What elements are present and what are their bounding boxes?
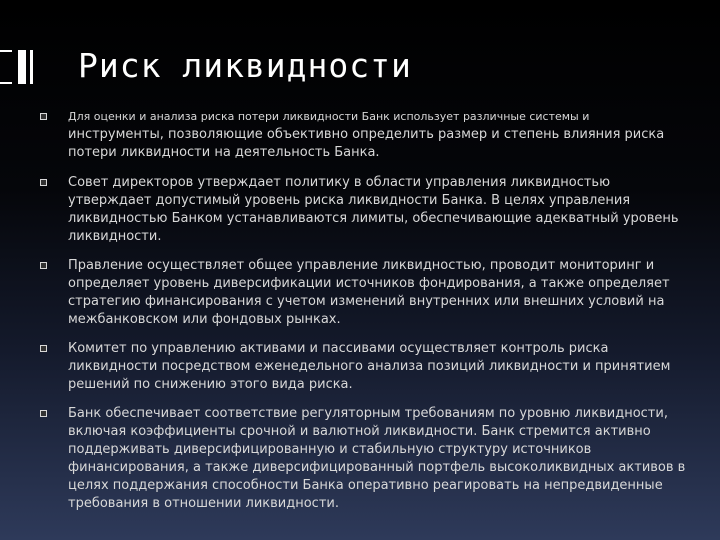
bullet-list <box>36 108 696 513</box>
decor-bar <box>30 50 33 84</box>
bullet-item <box>36 257 696 329</box>
bullet-item <box>36 108 696 162</box>
bullet-text: Правление осуществляет общее управление ликвидностью, проводит мониторинг и определяет уровень диверсификации источников фондирования, а также определяет стратегию финансирования с учетом изменений внутренних или внешних условий на межбанковском или фондовых рынках. <box>68 258 670 327</box>
bullet-item <box>36 405 696 513</box>
bullet-item <box>36 340 696 394</box>
bullet-text: инструменты, позволяющие объективно определить размер и степень влияния риска потери ликвидности на деятельность Банка. <box>68 127 665 160</box>
decor-bar <box>18 50 26 84</box>
bullet-text-first-line: Для оценки и анализа риска потери ликвидности Банк использует различные системы и <box>68 110 590 123</box>
decor-line <box>0 50 12 52</box>
bullet-square-icon <box>40 179 47 186</box>
bullet-square-icon <box>40 262 47 269</box>
bullet-text: Совет директоров утверждает политику в области управления ликвидностью утверждает допустимый уровень риска ликвидности Банка. В целях управления ликвидностью Банком устанавливаются лимиты, обеспечивающие адекватный уровень ликвидности. <box>68 175 679 244</box>
bullet-text: Банк обеспечивает соответствие регуляторным требованиям по уровню ликвидности, включая коэффициенты срочной и валютной ликвидности. Банк стремится активно поддерживать диверсифицированную и стабильную структуру источников финансирования, а также диверсифицированный портфель высоколиквидных активов в целях поддержания способности Банка оперативно реагировать на непредвиденные требования в отношении ликвидности. <box>68 406 686 511</box>
decor-line <box>0 82 12 84</box>
bullet-text: Комитет по управлению активами и пассивами осуществляет контроль риска ликвидности посредством еженедельного анализа позиций ликвидности и принятием решений по снижению этого вида риска. <box>68 341 671 392</box>
bullet-square-icon <box>40 345 47 352</box>
bullet-square-icon <box>40 410 47 417</box>
bullet-item <box>36 174 696 246</box>
slide-title: Риск ликвидности <box>78 46 412 85</box>
bullet-square-icon <box>40 113 47 120</box>
